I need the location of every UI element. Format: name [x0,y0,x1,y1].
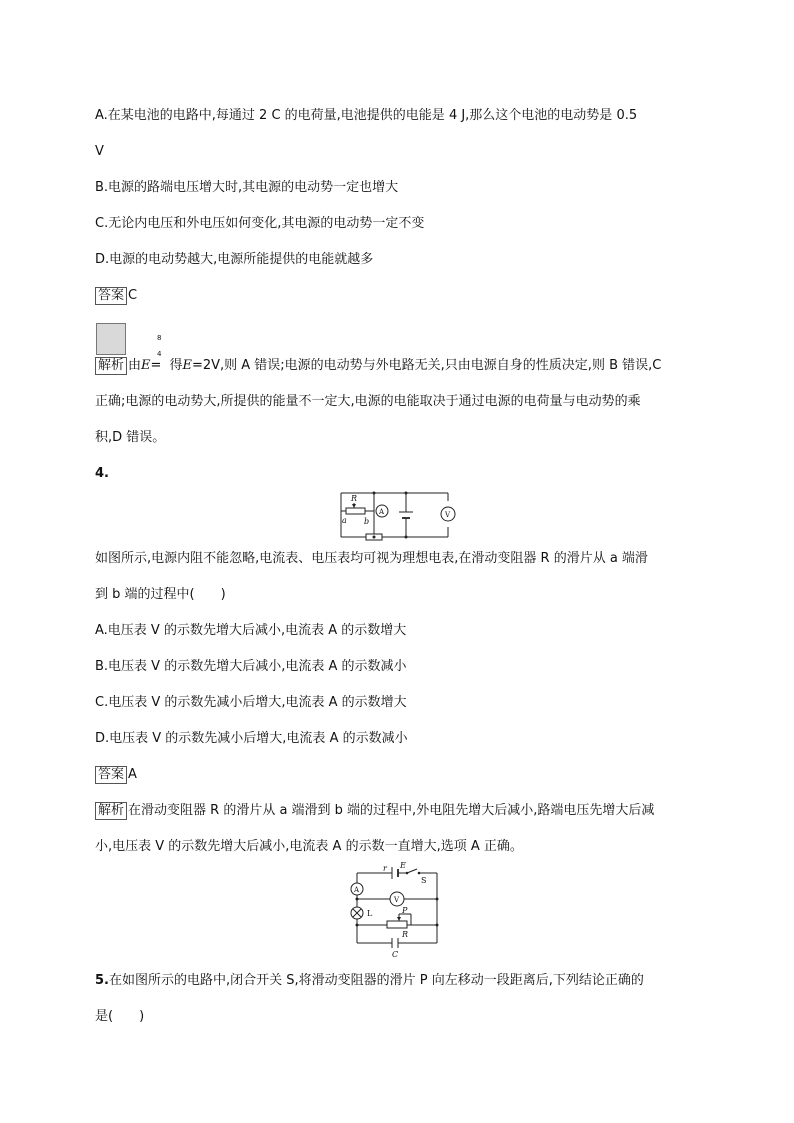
q3-option-a-line2: V [95,144,104,159]
fraction-denominator: 4 [157,350,162,358]
q3-answer-value: C [128,288,138,303]
label-lamp: L [367,909,373,918]
q5-circuit-diagram [345,859,445,959]
label-emf: E [400,861,406,870]
q4-option-c: C.电压表 V 的示数先减小后增大,电流表 A 的示数增大 [95,695,407,710]
q4-analysis-line1: 解析 在滑动变阻器 R 的滑片从 a 端滑到 b 端的过程中,外电阻先增大后减小,路端电压先增大后减 [95,802,654,820]
q4-stem-line2: 到 b 端的过程中( ) [95,587,226,602]
q3-option-a-line1: A.在某电池的电路中,每通过 2 C 的电荷量,电池提供的电能是 4 J,那么这个电池的电动势是 0.5 [95,108,638,123]
rheostat-r [387,921,407,928]
q4-circuit-diagram [338,489,464,545]
label-voltmeter: V [394,896,400,904]
rheostat-r [346,508,365,514]
label-ammeter: A [379,508,385,516]
label-rheostat: R [402,930,409,939]
analysis-tag: 解析 [95,802,127,820]
q4-option-b: B.电压表 V 的示数先增大后减小,电流表 A 的示数减小 [95,659,407,674]
label-ammeter: A [354,886,360,894]
q3-answer [95,287,137,305]
label-switch: S [421,876,427,885]
label-voltmeter: V [445,511,451,519]
q3-option-b: B.电源的路端电压增大时,其电源的电动势一定也增大 [95,180,399,195]
analysis-tag: 解析 [95,357,127,375]
answer-tag: 答案 [95,287,127,305]
label-r-internal: r [383,864,387,873]
label-slider-p: P [402,906,408,915]
q3-analysis-line3: 积,D 错误。 [95,430,166,445]
q3-analysis-line2: 正确;电源的电动势大,所提供的能量不一定大,电源的电能取决于通过电源的电荷量与电动势的乘 [95,394,641,409]
q5-number: 5. [95,973,109,988]
q5-stem-line2: 是( ) [95,1009,145,1024]
switch-contact [406,872,409,875]
q4-stem-line1: 如图所示,电源内阻不能忽略,电流表、电压表均可视为理想电表,在滑动变阻器 R 的滑片从 a 端滑 [95,551,648,566]
q5-stem-line1: 5.在如图所示的电路中,闭合开关 S,将滑动变阻器的滑片 P 向左移动一段距离后,下列结论正确的 [95,973,644,988]
q4-option-a: A.电压表 V 的示数先增大后减小,电流表 A 的示数增大 [95,623,407,638]
formula-image-placeholder [96,323,126,355]
label-a: a [342,516,347,525]
fraction-numerator: 8 [157,334,162,342]
q4-number: 4. [95,466,109,481]
label-capacitor: C [392,950,399,959]
label-r: R [351,494,358,503]
label-b: b [364,517,370,526]
q3-option-d: D.电源的电动势越大,电源所能提供的电能就越多 [95,252,374,267]
q4-answer-value: A [128,767,137,782]
switch-contact [418,872,421,875]
q4-option-d: D.电压表 V 的示数先减小后增大,电流表 A 的示数减小 [95,731,408,746]
q3-option-c: C.无论内电压和外电压如何变化,其电源的电动势一定不变 [95,216,425,231]
answer-tag: 答案 [95,766,127,784]
q4-answer [95,766,137,784]
q4-analysis-line2: 小,电压表 V 的示数先增大后减小,电流表 A 的示数一直增大,选项 A 正确。 [95,839,523,854]
q3-analysis-line1: 解析 由E= 得E=2V,则 A 错误;电源的电动势与外电路无关,只由电源自身的性质决定,则 B 错误,C [95,357,661,375]
